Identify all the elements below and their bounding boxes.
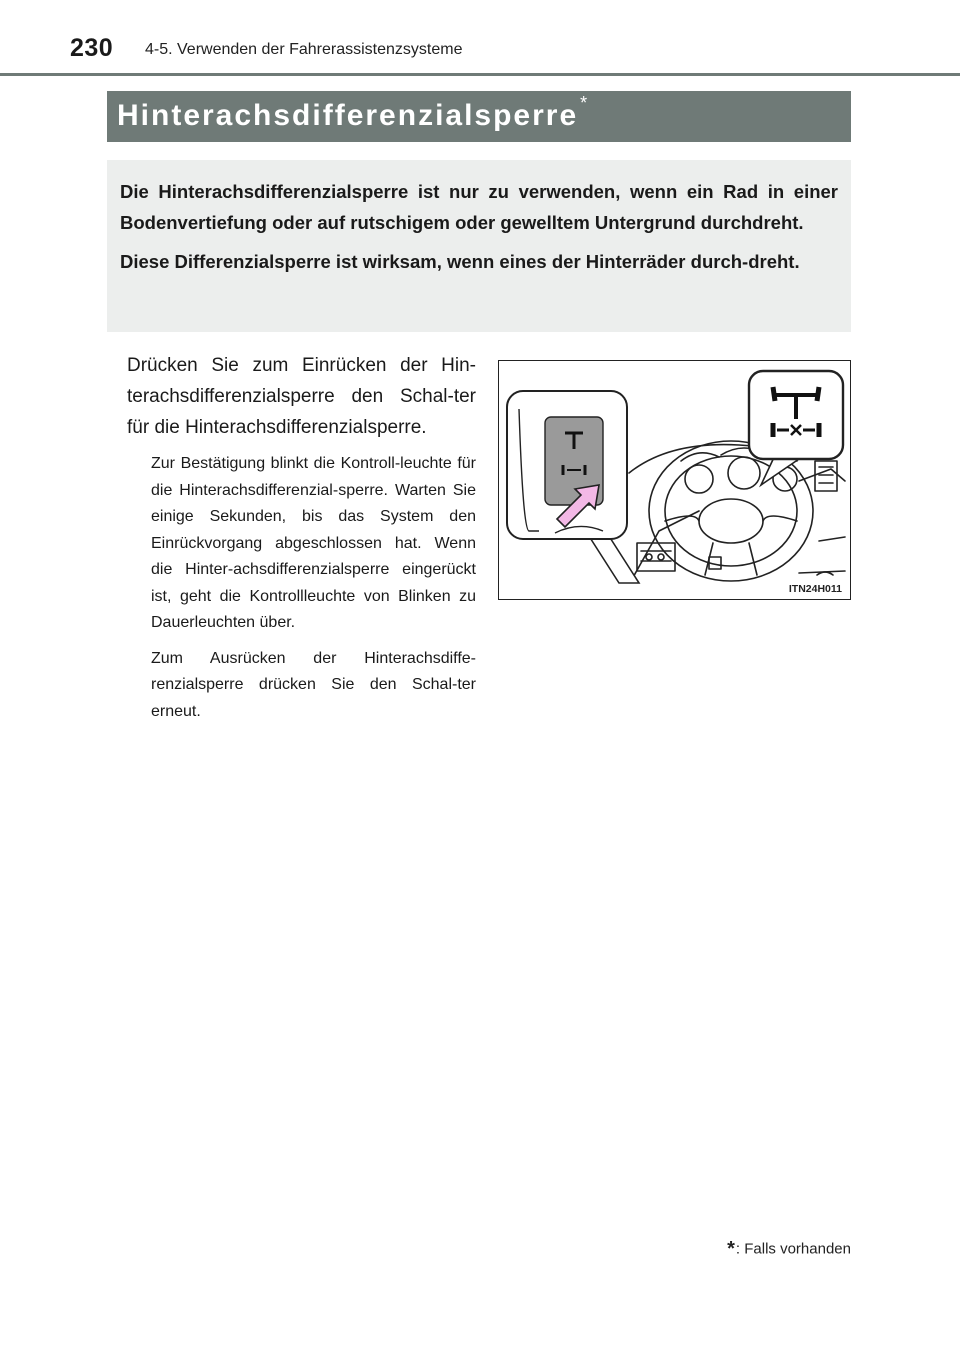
intro-paragraph: Die Hinterachsdifferenzialsperre ist nur zu verwenden, wenn ein Rad in einer Bodenvertiefung oder auf rutschigem oder gewelltem Untergrund durchdreht. (120, 181, 838, 233)
figure-code: ITN24H011 (788, 583, 842, 595)
page-number: 230 (70, 34, 114, 62)
note-text: Zum Ausrücken der Hinterachsdiffe-renzialsperre drücken Sie den Schal-ter erneut. (151, 649, 476, 720)
chapter-title: 4-5. Verwenden der Fahrerassistenzsysteme (145, 41, 463, 58)
switch-zoom-callout (507, 391, 639, 583)
section-title-text: Hinterachsdifferenzialsperre (117, 99, 579, 132)
footnote-mark: * (727, 1238, 735, 1260)
footnote (727, 1238, 851, 1261)
optional-equipment-mark: * (580, 93, 590, 113)
intro-paragraph: Diese Differenzialsperre ist wirksam, wenn eines der Hinterräder durch-dreht. (120, 251, 800, 272)
section-title-bar (107, 91, 851, 142)
header-rule (0, 73, 960, 76)
dashboard-illustration (499, 361, 851, 600)
intro-box (107, 160, 851, 332)
section-title (117, 93, 590, 133)
note-text: Zur Bestätigung blinkt die Kontroll-leuchte für die Hinterachsdifferenzial-sperre. Warten Sie einige Sekunden, bis das System den Einrückvorgang abgeschlossen hat. Wenn die Hinter-achsdifferenzialsperre eingerückt ist, geht die Kontrollleuchte von Blinken zu Dauerleuchten über. (151, 455, 476, 631)
body-column (127, 350, 476, 725)
dashboard-figure (498, 360, 851, 600)
footnote-text: : Falls vorhanden (735, 1240, 851, 1258)
instruction-text: Drücken Sie zum Einrücken der Hin-terachsdifferenzialsperre den Schal-ter für die Hinterachsdifferenzialsperre. (127, 355, 476, 438)
